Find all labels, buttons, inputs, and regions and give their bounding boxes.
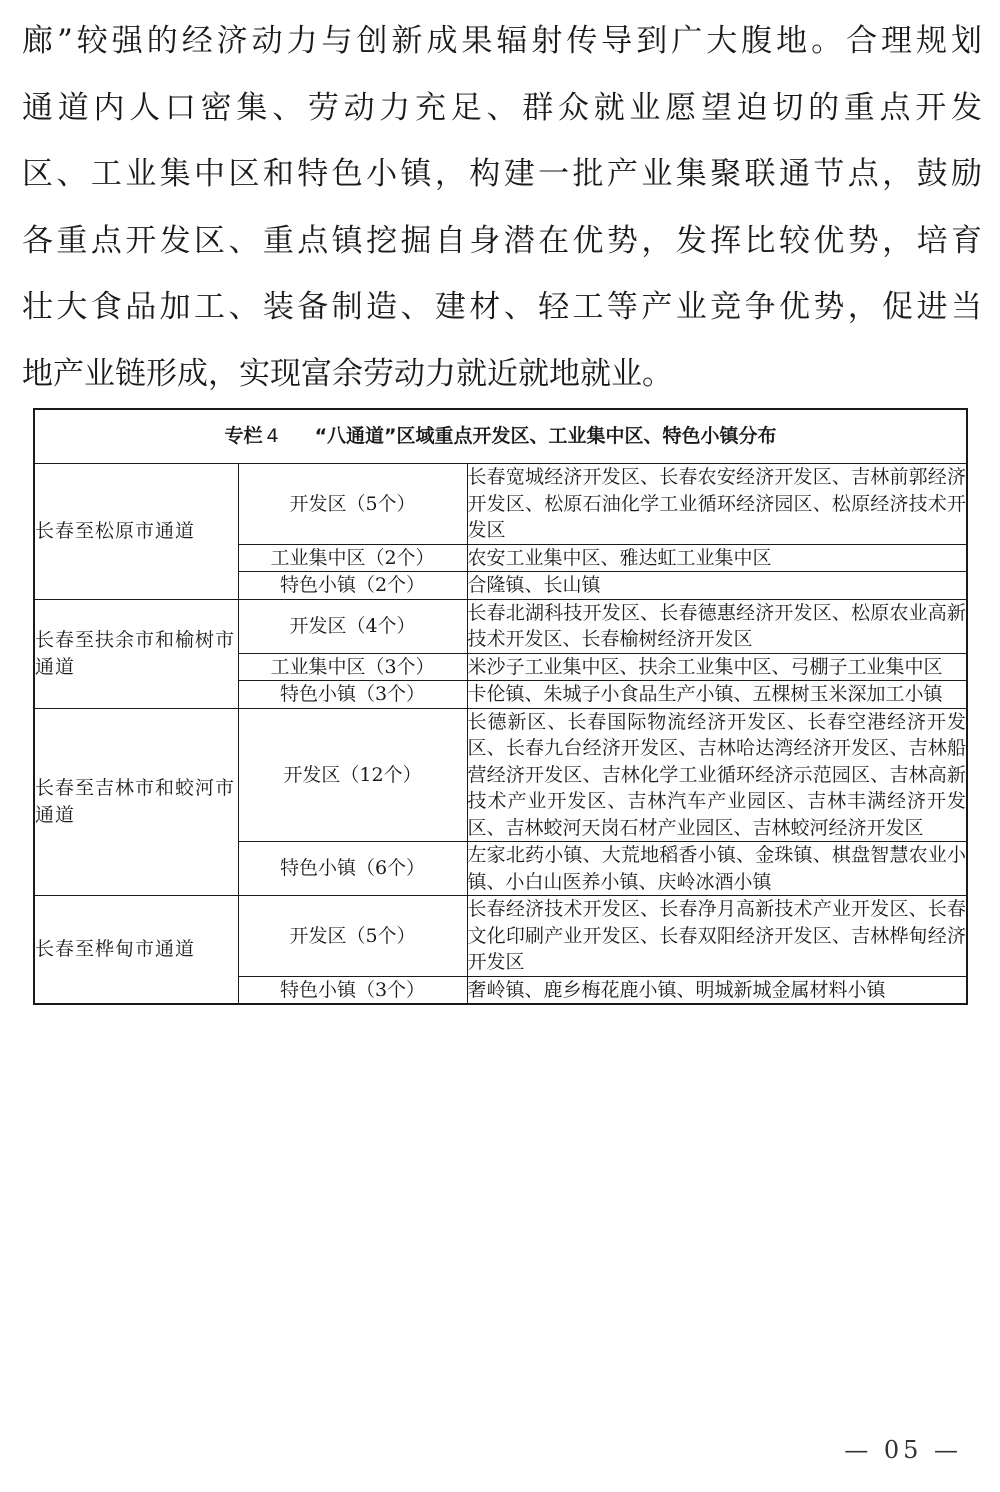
items-cell: 农安工业集中区、雅达虹工业集中区 [467,544,967,572]
table-row [34,599,967,653]
items-cell: 长春宽城经济开发区、长春农安经济开发区、吉林前郭经济开发区、松原石油化学工业循环经济园区、松原经济技术开发区 [467,464,967,545]
panel-title-row [34,409,967,464]
category-cell: 特色小镇（6个） [238,842,467,896]
items-cell: 左家北药小镇、大荒地稻香小镇、金珠镇、棋盘智慧农业小镇、小白山医养小镇、庆岭冰酒小镇 [467,842,967,896]
page-number: — 05 — [844,1436,962,1464]
items-cell: 卡伦镇、朱城子小食品生产小镇、五棵树玉米深加工小镇 [467,681,967,709]
items-cell: 米沙子工业集中区、扶余工业集中区、弓棚子工业集中区 [467,653,967,681]
body-line: 各重点开发区、重点镇挖掘自身潜在优势，发挥比较优势，培育 [22,222,982,259]
category-cell: 特色小镇（3个） [238,976,467,1004]
panel-number: 4 [266,425,279,448]
body-paragraph [22,8,982,407]
corridor-name: 长春至松原市通道 [34,464,238,600]
body-line: 通道内人口密集、劳动力充足、群众就业愿望迫切的重点开发 [22,89,982,126]
category-cell: 特色小镇（2个） [238,572,467,600]
table-row [34,464,967,545]
category-cell: 开发区（12个） [238,708,467,842]
corridor-name: 长春至吉林市和蛟河市通道 [34,708,238,896]
items-cell: 长春经济技术开发区、长春净月高新技术产业开发区、长春文化印刷产业开发区、长春双阳经济开发区、吉林桦甸经济开发区 [467,896,967,977]
body-line: 壮大食品加工、装备制造、建材、轻工等产业竞争优势，促进当 [22,289,982,325]
category-cell: 开发区（4个） [238,599,467,653]
items-cell: 长德新区、长春国际物流经济开发区、长春空港经济开发区、长春九台经济开发区、吉林哈达湾经济开发区、吉林船营经济开发区、吉林化学工业循环经济示范园区、吉林高新技术产业开发区、吉林汽车产业园区、吉林丰满经济开发区、吉林蛟河天岗石材产业园区、吉林蛟河经济开发区 [467,708,967,842]
category-cell: 工业集中区（3个） [238,653,467,681]
table-row [34,896,967,977]
panel-label: 专栏 [224,425,263,448]
feature-panel-table [33,408,968,1005]
items-cell: 合隆镇、长山镇 [467,572,967,600]
panel-heading: “八通道”区域重点开发区、工业集中区、特色小镇分布 [314,425,777,448]
category-cell: 开发区（5个） [238,464,467,545]
corridor-name: 长春至桦甸市通道 [34,896,238,1005]
category-cell: 开发区（5个） [238,896,467,977]
panel-title [34,409,967,464]
items-cell: 长春北湖科技开发区、长春德惠经济开发区、松原农业高新技术开发区、长春榆树经济开发区 [467,599,967,653]
category-cell: 工业集中区（2个） [238,544,467,572]
items-cell: 奢岭镇、鹿乡梅花鹿小镇、明城新城金属材料小镇 [467,976,967,1004]
body-line: 地产业链形成，实现富余劳动力就近就地就业。 [22,355,673,392]
body-line: 廊”较强的经济动力与创新成果辐射传导到广大腹地。合理规划 [22,23,982,59]
table-row [34,708,967,842]
category-cell: 特色小镇（3个） [238,681,467,709]
corridor-name: 长春至扶余市和榆树市通道 [34,599,238,708]
body-line: 区、工业集中区和特色小镇，构建一批产业集聚联通节点，鼓励 [22,156,982,192]
